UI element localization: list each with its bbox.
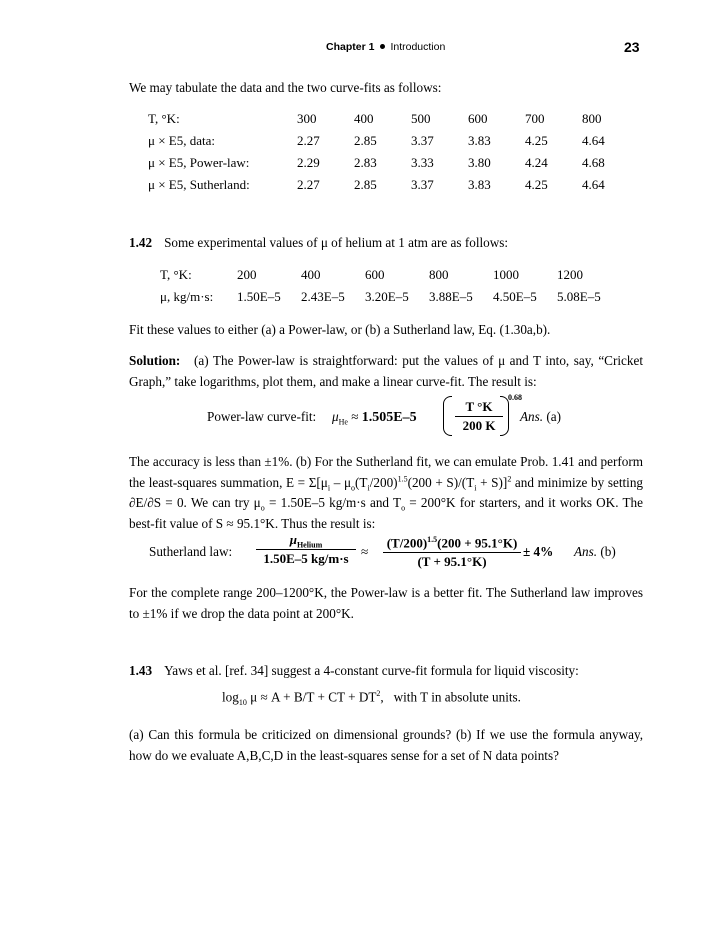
text-run: – μ — [330, 474, 352, 490]
table-cell: 2.43E–5 — [301, 289, 345, 304]
table-cell: 5.08E–5 — [557, 289, 601, 304]
sutherland-paragraph — [129, 452, 643, 534]
solution-text: (a) The Power-law is straightforward: put the values of μ and T into, say, “Cricket Graph,” take logarithms, plot them, and make a linear curve-fit. The result is: — [129, 353, 643, 389]
closing-paragraph: For the complete range 200–1200°K, the Power-law is a better fit. The Sutherland law improves to ±1% if we drop the data point at 200°K. — [129, 585, 643, 621]
table-cell: 400 — [301, 267, 321, 282]
table-row — [160, 286, 621, 308]
table-cell: 1.50E–5 — [237, 289, 281, 304]
table-cell: 2.85 — [354, 133, 377, 148]
sutherland-equation — [149, 531, 649, 571]
intro-paragraph: We may tabulate the data and the two curve-fits as follows: — [129, 80, 442, 95]
fraction-denominator: 200 K — [462, 418, 496, 433]
approx-symbol: ≈ — [351, 409, 359, 424]
formula-tail: , with T in absolute units. — [380, 689, 521, 705]
helium-data-table — [160, 264, 621, 308]
table-cell: 800 — [429, 267, 449, 282]
text-run: and minimize by setting ∂E/∂S = 0. We can try μ — [129, 474, 644, 510]
running-head — [0, 41, 728, 57]
table-cell: 2.85 — [354, 177, 377, 192]
accuracy-tolerance: ± 4% — [523, 544, 554, 559]
table-cell: 700 — [525, 111, 545, 126]
left-paren — [443, 396, 452, 436]
solution-label: Solution: — [129, 353, 181, 368]
table-cell: 4.25 — [525, 177, 548, 192]
superscript: 2 — [376, 689, 381, 698]
row-label: μ, kg/m·s: — [160, 289, 214, 304]
problem-1-43-heading — [129, 663, 579, 679]
page-number: 23 — [624, 39, 640, 55]
fit-instruction: Fit these values to either (a) a Power-law, or (b) a Sutherland law, Eq. (1.30a,b). — [129, 322, 551, 337]
table-cell: 4.68 — [582, 155, 605, 170]
table-cell: 600 — [468, 111, 488, 126]
table-cell: 3.88E–5 — [429, 289, 473, 304]
chapter-heading — [326, 41, 445, 53]
table-cell: 300 — [297, 111, 317, 126]
solution-paragraph — [129, 351, 643, 392]
table-cell: 400 — [354, 111, 374, 126]
ans-label: Ans. — [574, 544, 598, 559]
text-run: + S)] — [476, 474, 508, 490]
table-row — [148, 108, 639, 130]
table-cell: 4.64 — [582, 177, 605, 192]
table-cell: 3.33 — [411, 155, 434, 170]
subscript-i: i — [367, 483, 370, 493]
text-run: /200) — [369, 474, 398, 490]
right-paren — [500, 396, 509, 436]
table-cell: 200 — [237, 267, 257, 282]
bullet-icon — [380, 44, 385, 49]
table-cell: 3.37 — [411, 177, 434, 192]
equation-label: Power-law curve-fit: — [207, 409, 317, 424]
text-run: (200 + S)/(T — [407, 474, 475, 490]
table-cell: 4.50E–5 — [493, 289, 537, 304]
ratio-group — [443, 393, 523, 436]
subscript-o: o — [351, 483, 356, 493]
power-exponent: 0.68 — [508, 393, 522, 402]
log-base: 10 — [238, 698, 247, 708]
fraction-denominator: 1.50E–5 kg/m·s — [263, 551, 349, 566]
table-cell: 3.20E–5 — [365, 289, 409, 304]
fraction-numerator: T °K — [455, 399, 503, 417]
subscript-o: o — [401, 503, 406, 513]
table-cell: 800 — [582, 111, 602, 126]
mu-subscript: Helium — [296, 540, 323, 550]
equation-label: Sutherland law: — [149, 544, 233, 559]
table-cell: 1000 — [493, 267, 519, 282]
approx-symbol: ≈ — [361, 544, 369, 559]
text-run: The accuracy is less than ±1%. (b) For the Sutherland fit, we can emulate Prob. 1.41 and perform the least-squares summation, E = Σ[μ — [129, 454, 643, 490]
table-row — [148, 152, 639, 174]
viscosity-ratio-fraction — [256, 531, 356, 568]
table-cell: 4.25 — [525, 133, 548, 148]
ans-part: (a) — [546, 409, 562, 424]
table-cell: 2.29 — [297, 155, 320, 170]
answer-tag — [574, 544, 616, 560]
curve-fit-table — [148, 108, 639, 196]
subscript-i: i — [327, 483, 331, 493]
subscript-i: i — [474, 483, 477, 493]
superscript: 1.5 — [397, 474, 408, 484]
superscript: 1.5 — [427, 535, 438, 544]
table-cell: 600 — [365, 267, 385, 282]
table-cell: 2.83 — [354, 155, 377, 170]
text-run: = 200°K for starters, and it works OK. The best-fit value of S ≈ 95.1°K. Thus the result is: — [129, 495, 643, 531]
mu-subscript: He — [338, 417, 348, 427]
row-label: μ × E5, Sutherland: — [148, 177, 250, 192]
problem-number: 1.43 — [129, 663, 153, 678]
problem-1-42-heading — [129, 235, 508, 251]
sutherland-fraction — [383, 531, 521, 571]
table-cell: 3.83 — [468, 177, 491, 192]
chapter-label: Chapter 1 — [326, 41, 375, 53]
yaws-formula — [222, 689, 521, 708]
ans-label: Ans. — [520, 409, 544, 424]
table-cell: 2.27 — [297, 177, 320, 192]
table-cell: 2.27 — [297, 133, 320, 148]
superscript: 2 — [507, 474, 512, 484]
text-run: (200 + 95.1°K) — [437, 535, 518, 551]
subscript-o: o — [260, 503, 265, 513]
table-cell: 4.24 — [525, 155, 548, 170]
coefficient: 1.505E–5 — [361, 410, 417, 425]
table-cell: 1200 — [557, 267, 583, 282]
table-row — [148, 130, 639, 152]
text-run: (T — [355, 474, 368, 490]
table-row — [160, 264, 621, 286]
problem-statement: Some experimental values of μ of helium at 1 atm are as follows: — [164, 235, 509, 250]
row-label: T, °K: — [148, 111, 180, 126]
problem-number: 1.42 — [129, 235, 153, 250]
table-row — [148, 174, 639, 196]
problem-statement: Yaws et al. [ref. 34] suggest a 4-constant curve-fit formula for liquid viscosity: — [164, 663, 579, 678]
mu-symbol: μ — [289, 532, 297, 547]
log-text: log — [222, 689, 239, 705]
table-cell: 3.37 — [411, 133, 434, 148]
ratio-fraction — [455, 399, 503, 434]
text-run: (T/200) — [386, 535, 428, 551]
ans-part: (b) — [600, 544, 616, 559]
fraction-numerator — [256, 531, 356, 550]
text-run: = 1.50E–5 kg/m·s and T — [264, 495, 402, 510]
formula-body: μ ≈ A + B/T + CT + DT — [246, 689, 377, 705]
section-label: Introduction — [390, 41, 446, 53]
answer-tag — [520, 409, 561, 425]
fraction-numerator — [383, 531, 521, 553]
table-cell: 3.80 — [468, 155, 491, 170]
fraction-denominator: (T + 95.1°K) — [417, 554, 487, 570]
row-label: μ × E5, data: — [148, 133, 216, 148]
mu-symbol: μ — [332, 409, 339, 424]
problem-question: (a) Can this formula be criticized on dimensional grounds? (b) If we use the formula anyway, how do we evaluate A,B,C,D in the least-squares sense for a set of N data points? — [129, 727, 643, 763]
power-law-equation — [207, 393, 567, 436]
table-cell: 4.64 — [582, 133, 605, 148]
table-cell: 500 — [411, 111, 431, 126]
equation-lhs — [332, 409, 417, 426]
row-label: μ × E5, Power-law: — [148, 155, 250, 170]
table-cell: 3.83 — [468, 133, 491, 148]
row-label: T, °K: — [160, 267, 192, 282]
